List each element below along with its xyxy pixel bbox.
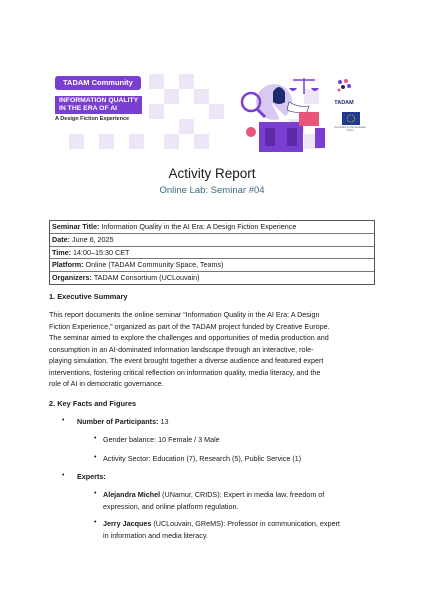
bullet-icon: •: [62, 472, 65, 479]
summary-line: role of AI in democratic governance.: [49, 379, 164, 388]
participants-value: 13: [158, 417, 169, 426]
gender-item: Gender balance: 10 Female / 3 Male: [103, 435, 220, 444]
bullet-icon: •: [94, 490, 97, 497]
summary-line: consumption in an AI-dominated information landscape through an interactive, role-: [49, 344, 314, 354]
section-heading-facts: 2. Key Facts and Figures: [49, 399, 137, 408]
info-row-platform: [50, 259, 374, 272]
expert-description: (UCLouvain, GReMS): Professor in communication, expert: [151, 519, 340, 528]
page-title: Activity Report: [168, 166, 256, 181]
header-banner: [49, 70, 376, 152]
bullet-icon: •: [94, 435, 97, 442]
expert-item-jacques: [103, 518, 375, 541]
summary-line: Fiction Experience,” organized as part of the TADAM project funded by Creative Europe.: [49, 321, 330, 331]
expert-name: Jerry Jacques: [103, 519, 152, 528]
info-label: Organizers:: [52, 273, 92, 283]
eu-flag-icon: [342, 112, 360, 125]
info-value: Information Quality in the AI Era: A Design Fiction Experience: [99, 222, 297, 231]
tadam-logo: [324, 76, 364, 106]
summary-paragraph: [49, 309, 375, 390]
expert-description: (UNamur, CRIDS): Expert in media law, freedom of: [160, 490, 325, 499]
info-row-date: [50, 234, 374, 247]
info-label: Seminar Title:: [52, 222, 100, 231]
info-value: Online (TADAM Community Space, Teams): [83, 260, 224, 270]
info-label: Time:: [52, 247, 72, 257]
justice-illustration-icon: [229, 72, 329, 152]
experts-label: Experts:: [77, 472, 106, 481]
banner-title: [55, 96, 142, 114]
banner-title-line2: IN THE ERA OF AI: [59, 105, 118, 112]
info-row-title: [50, 221, 374, 234]
seminar-info-table: [49, 220, 375, 285]
summary-line: playing simulation. The event brought together a diverse audience and featured expert: [49, 356, 324, 365]
community-label: TADAM Community: [55, 76, 141, 90]
tadam-logo-icon: [334, 76, 354, 94]
tadam-logo-text: TADAM: [334, 100, 354, 106]
eu-funding-caption: Co-funded by the European Union: [334, 126, 366, 132]
sector-item: Activity Sector: Education (7), Research (5), Public Service (1): [103, 454, 302, 463]
info-value: June 6, 2025: [69, 234, 114, 244]
expert-description: in information and media literacy.: [103, 530, 208, 540]
page-subtitle: Online Lab: Seminar #04: [159, 185, 265, 196]
summary-line: interventions, fostering critical reflection on information quality, media literacy, and the: [49, 367, 321, 377]
info-value: 14:00–15:30 CET: [71, 247, 130, 257]
expert-description: expression, and online platform regulation.: [103, 501, 239, 511]
expert-name: Alejandra Michel: [103, 490, 161, 499]
info-label: Date:: [52, 234, 70, 244]
participants-item: [77, 416, 168, 428]
participants-label: Number of Participants:: [77, 417, 159, 426]
section-heading-summary: 1. Executive Summary: [49, 292, 128, 301]
bullet-icon: •: [62, 417, 65, 424]
info-value: TADAM Consortium (UCLouvain): [91, 273, 200, 283]
bullet-icon: •: [94, 519, 97, 526]
experts-item: [77, 471, 106, 483]
summary-line: The seminar aimed to explore the challenges and opportunities of media production and: [49, 333, 329, 342]
banner-subtitle: A Design Fiction Experience: [55, 116, 130, 122]
banner-title-line1: INFORMATION QUALITY: [59, 97, 139, 104]
bullet-icon: •: [94, 454, 97, 461]
summary-line: This report documents the online seminar “Information Quality in the AI Era: A Design: [49, 310, 320, 319]
expert-item-michel: [103, 489, 375, 512]
info-row-time: [50, 247, 374, 260]
info-row-organizers: [50, 272, 374, 284]
info-label: Platform:: [52, 260, 84, 270]
